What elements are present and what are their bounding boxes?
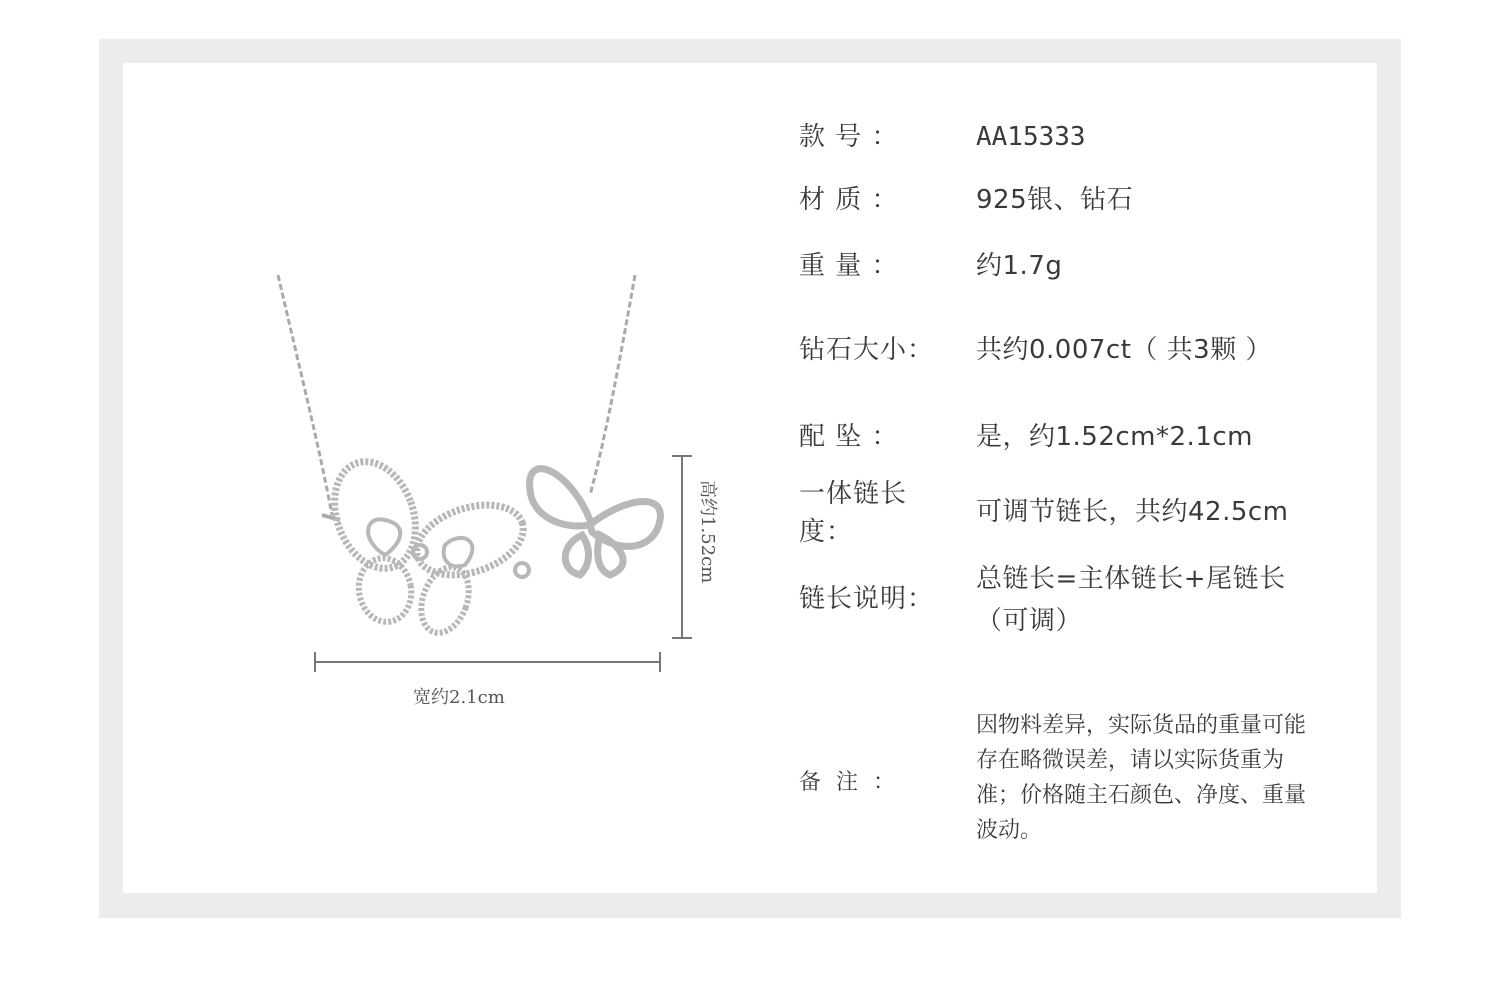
width-dimension-label: 宽约2.1cm bbox=[413, 687, 505, 708]
spec-label-pendant: 配 坠 ： bbox=[799, 422, 899, 452]
spec-label-chain-note: 链长说明： bbox=[799, 584, 935, 614]
spec-value-pendant: 是，约1.52cm*2.1cm bbox=[976, 422, 1253, 452]
spec-label-weight: 重 量 ： bbox=[799, 251, 899, 281]
spec-value-weight: 约1.7g bbox=[976, 251, 1063, 281]
necklace-illustration bbox=[260, 270, 740, 730]
spec-label-chain-length-line1: 一体链长 bbox=[799, 479, 908, 509]
spec-label-model: 款 号 ： bbox=[799, 122, 899, 152]
spec-value-chain-note-line1: 总链长=主体链长+尾链长 bbox=[976, 564, 1286, 594]
spec-value-model: AA15333 bbox=[976, 122, 1086, 152]
spec-value-diamond: 共约0.007ct（ 共3颗 ） bbox=[976, 335, 1272, 365]
remarks-text: 因物料差异，实际货品的重量可能存在略微误差，请以实际货重为准；价格随主石颜色、净度、重量波动。 bbox=[976, 713, 1307, 843]
spec-value-chain-note-line2: （可调） bbox=[976, 606, 1083, 636]
remarks-label: 备 注 ： bbox=[799, 770, 899, 795]
height-dimension-label: 高约1.52cm bbox=[697, 480, 718, 584]
spec-label-material: 材 质 ： bbox=[799, 185, 899, 215]
necklace-image bbox=[260, 270, 740, 730]
spec-value-material: 925银、钻石 bbox=[976, 185, 1134, 215]
spec-label-diamond: 钻石大小： bbox=[799, 335, 935, 365]
spec-label-chain-length-line2: 度： bbox=[799, 517, 854, 547]
spec-value-chain-length: 可调节链长，共约42.5cm bbox=[976, 497, 1289, 527]
